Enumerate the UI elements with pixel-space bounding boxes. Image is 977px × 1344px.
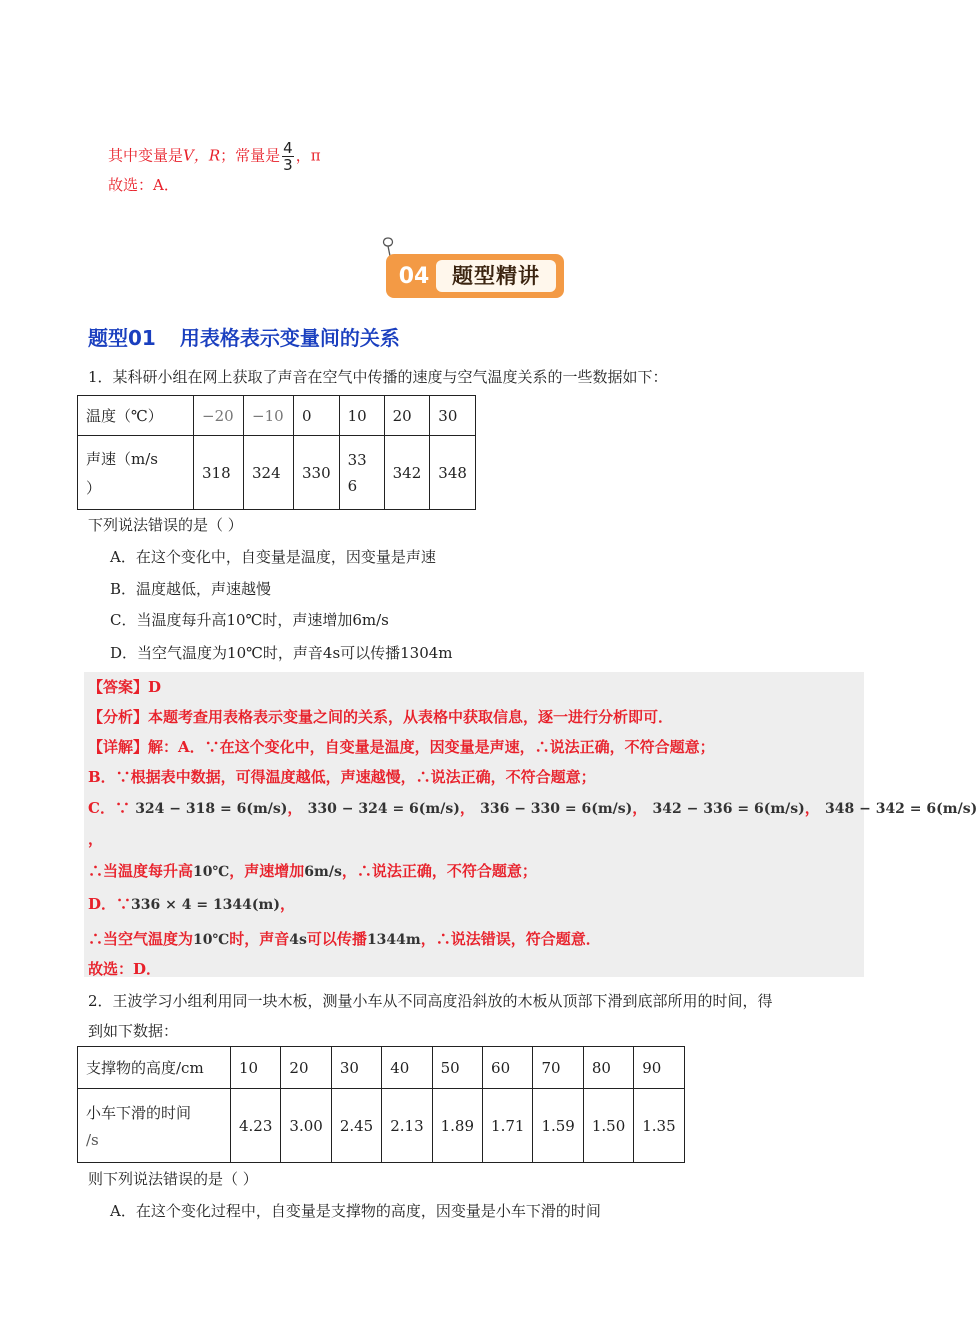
calc: 336 × 4 = 1344(m) [131, 897, 280, 913]
section-banner [386, 254, 566, 300]
q2-cell: 60 [483, 1047, 533, 1089]
analysis-text: 本题考查用表格表示变量之间的关系，从表格中获取信息，逐一进行分析即可． [148, 708, 674, 726]
sep: ， [632, 799, 648, 817]
text: 可以传播 [306, 930, 367, 948]
q2-cell: 90 [634, 1047, 684, 1089]
detail-tag: 【详解】 [88, 738, 149, 756]
q1-cell: 342 [384, 436, 430, 510]
detail-c-comma: ， [88, 830, 104, 848]
q1-row2-head [78, 436, 194, 510]
q2-stem-line2: 到如下数据： [88, 1022, 179, 1040]
q2-cell: 80 [583, 1047, 633, 1089]
final-choice: 故选：D． [88, 960, 162, 978]
fraction [282, 140, 294, 173]
q2-stem-line1: 2．王波学习小组利用同一块木板，测量小车从不同高度沿斜放的木板从顶部下滑到底部所用的时间，得 [88, 992, 773, 1010]
q2-cell: 1.50 [583, 1089, 633, 1163]
q1-ask: 下列说法错误的是（ ） [88, 516, 243, 534]
q1-cell: 318 [194, 436, 244, 510]
q1-table [77, 395, 476, 510]
q1-cell: 348 [430, 436, 476, 510]
q2-cell: 1.59 [533, 1089, 583, 1163]
q1-cell: 330 [294, 436, 340, 510]
math: 10℃ [193, 932, 230, 948]
q1-option-a: A．在这个变化中，自变量是温度，因变量是声速 [110, 548, 436, 566]
math: 6m/s [304, 864, 342, 880]
q2-cell: 1.35 [634, 1089, 684, 1163]
q2-cell: 20 [281, 1047, 331, 1089]
q2-cell: 3.00 [281, 1089, 331, 1163]
answer-tag: 【答案】 [88, 678, 149, 696]
q2-cell: 1.89 [432, 1089, 482, 1163]
calc: 348 − 342 = 6(m/s) [825, 801, 977, 817]
detail-c-conclusion [88, 860, 537, 881]
calc: 342 − 336 = 6(m/s) [652, 801, 805, 817]
calc: 324 − 318 = 6(m/s) [135, 801, 288, 817]
q1-cell: 10 [339, 396, 384, 436]
detail-d [88, 893, 295, 914]
q1-cell: 20 [384, 396, 430, 436]
q2-cell: 2.45 [331, 1089, 381, 1163]
q2-table [77, 1046, 685, 1163]
prev-text: 其中变量是 [108, 146, 184, 165]
fraction-denominator: 3 [283, 156, 293, 174]
sep: ， [279, 895, 295, 913]
fraction-numerator: 4 [283, 139, 293, 157]
text: ，∴说法错误，符合题意． [420, 930, 601, 948]
sep: ， [804, 799, 820, 817]
section-heading [88, 322, 400, 351]
analysis-tag: 【分析】 [88, 708, 149, 726]
q1-row2-head-b: ） [86, 478, 102, 497]
text: ，声速增加 [229, 862, 305, 880]
q2-cell: 70 [533, 1047, 583, 1089]
q2-cell: 4.23 [231, 1089, 281, 1163]
sep: ， [459, 799, 475, 817]
banner-label: 题型精讲 [436, 260, 556, 292]
detail-text: 解：A．∵在这个变化中，自变量是温度，因变量是声速，∴说法正确，不符合题意； [148, 738, 715, 756]
q1-row1-head: 温度（℃） [78, 396, 194, 436]
q1-cell-336-b: 6 [347, 476, 358, 495]
q1-cell: 0 [294, 396, 340, 436]
q1-option-d: D．当空气温度为10℃时，声音4s可以传播1304m [110, 644, 453, 662]
q1-cell: 324 [244, 436, 294, 510]
q1-option-c: C．当温度每升高10℃时，声速增加6m/s [110, 611, 389, 629]
sep: ， [287, 799, 303, 817]
heading-code: 题型01 [88, 326, 156, 350]
q1-cell: −10 [244, 396, 294, 436]
q2-cell: 10 [231, 1047, 281, 1089]
answer-value: D [148, 678, 162, 696]
detail-d-label: D．∵ [88, 895, 132, 913]
q2-row2-head [78, 1089, 231, 1163]
prev-vars: V，R [183, 146, 221, 165]
text: ∴当温度每升高 [88, 862, 194, 880]
heading-title: 用表格表示变量间的关系 [179, 326, 400, 350]
text: ∴当空气温度为 [88, 930, 194, 948]
prev-text-b: ；常量是 [220, 146, 281, 165]
q2-option-a: A．在这个变化过程中，自变量是支撑物的高度，因变量是小车下滑的时间 [110, 1202, 601, 1220]
analysis-line [88, 706, 673, 727]
q1-cell-336-a: 33 [347, 450, 367, 469]
q1-cell [339, 436, 384, 510]
q2-cell: 1.71 [483, 1089, 533, 1163]
detail-c [88, 797, 977, 818]
q1-cell: −20 [194, 396, 244, 436]
answer-line [88, 676, 161, 697]
math: 1344m [366, 932, 421, 948]
math: 10℃ [193, 864, 230, 880]
banner-number: 04 [398, 264, 430, 289]
calc: 330 − 324 = 6(m/s) [307, 801, 460, 817]
detail-b: B．∵根据表中数据，可得温度越低，声速越慢，∴说法正确，不符合题意； [88, 768, 596, 786]
q2-cell: 2.13 [382, 1089, 432, 1163]
detail-line [88, 736, 715, 757]
q1-option-b: B．温度越低，声速越慢 [110, 580, 272, 598]
q2-row2-head-b: /s [86, 1131, 99, 1149]
q1-stem: 1．某科研小组在网上获取了声音在空气中传播的速度与空气温度关系的一些数据如下： [88, 368, 668, 386]
q2-row1-head: 支撑物的高度/cm [78, 1047, 231, 1089]
prev-answer-line [108, 140, 321, 173]
q2-ask: 则下列说法错误的是（ ） [88, 1170, 258, 1188]
math: 4s [289, 932, 307, 948]
q1-cell: 30 [430, 396, 476, 436]
q2-cell: 50 [432, 1047, 482, 1089]
text: 时，声音 [229, 930, 290, 948]
q2-row2-head-a: 小车下滑的时间 [86, 1104, 192, 1122]
prev-text-c: ，π [295, 146, 321, 165]
q2-cell: 30 [331, 1047, 381, 1089]
q1-row2-head-a: 声速（m/s [86, 449, 158, 468]
q2-cell: 40 [382, 1047, 432, 1089]
text: ，∴说法正确，不符合题意； [341, 862, 537, 880]
detail-c-label: C．∵ [88, 799, 130, 817]
prev-choice: 故选：A． [108, 176, 179, 194]
detail-d-conclusion [88, 928, 601, 949]
calc: 336 − 330 = 6(m/s) [480, 801, 633, 817]
